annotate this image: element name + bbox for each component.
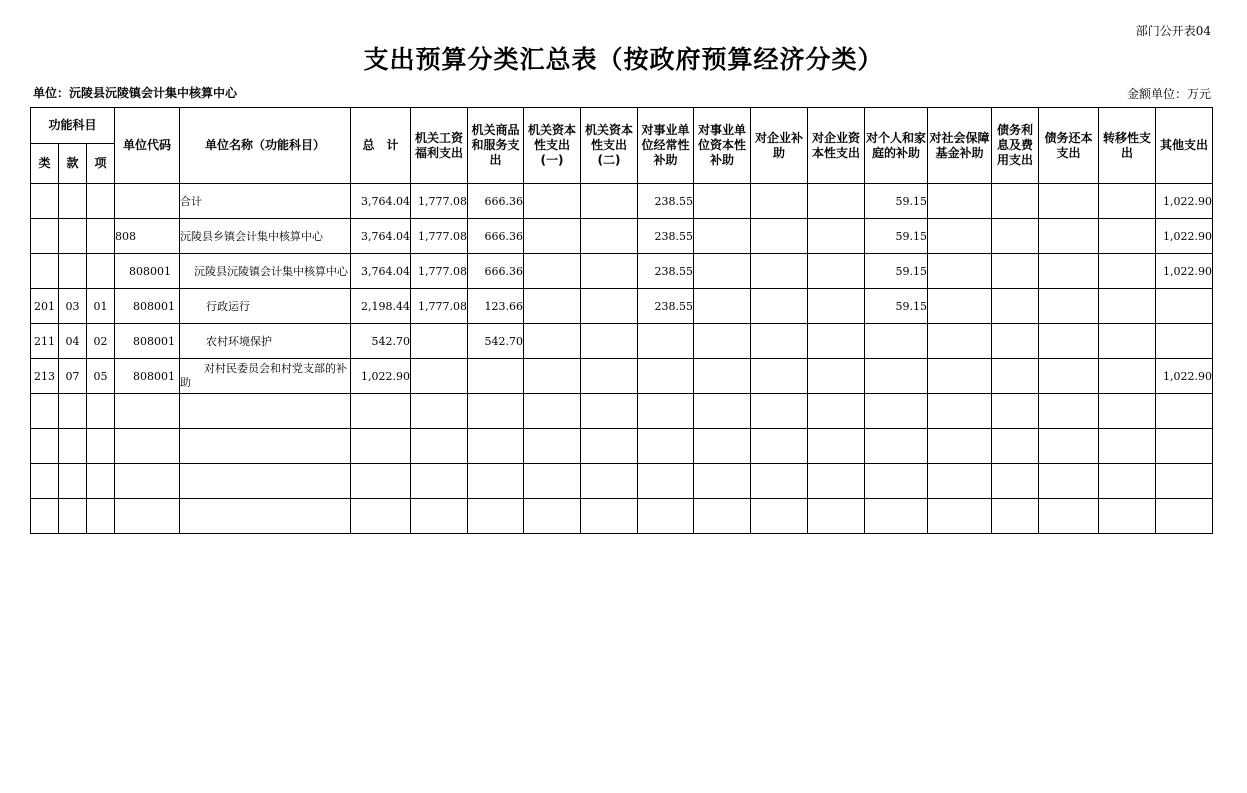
cell-c13 bbox=[1099, 219, 1156, 254]
cell-c13 bbox=[1099, 359, 1156, 394]
empty-cell bbox=[694, 464, 751, 499]
cell-xiang: 05 bbox=[87, 359, 115, 394]
cell-c9: 59.15 bbox=[865, 219, 928, 254]
empty-cell bbox=[808, 499, 865, 534]
cell-c12 bbox=[1039, 359, 1099, 394]
empty-cell bbox=[581, 464, 638, 499]
cell-c9: 59.15 bbox=[865, 254, 928, 289]
cell-lei: 201 bbox=[31, 289, 59, 324]
empty-cell bbox=[694, 429, 751, 464]
empty-cell bbox=[31, 464, 59, 499]
empty-cell bbox=[1156, 429, 1213, 464]
cell-c14 bbox=[1156, 289, 1213, 324]
cell-xiang: 02 bbox=[87, 324, 115, 359]
cell-c1: 1,777.08 bbox=[411, 289, 468, 324]
empty-cell bbox=[411, 464, 468, 499]
cell-c4 bbox=[581, 324, 638, 359]
cell-c2: 123.66 bbox=[468, 289, 524, 324]
cell-name: 合计 bbox=[180, 184, 351, 219]
empty-cell bbox=[865, 429, 928, 464]
cell-c2: 666.36 bbox=[468, 184, 524, 219]
empty-cell bbox=[115, 464, 180, 499]
cell-name-text: 对村民委员会和村党支部的补助 bbox=[180, 362, 348, 389]
cell-xiang: 01 bbox=[87, 289, 115, 324]
empty-cell bbox=[1099, 394, 1156, 429]
cell-code: 808001 bbox=[115, 289, 180, 324]
cell-c10 bbox=[928, 289, 992, 324]
cell-c2: 666.36 bbox=[468, 254, 524, 289]
empty-cell bbox=[694, 499, 751, 534]
cell-c4 bbox=[581, 219, 638, 254]
empty-cell bbox=[1099, 499, 1156, 534]
cell-c13 bbox=[1099, 184, 1156, 219]
header-xiang: 项 bbox=[87, 144, 115, 184]
header-household-subsidy: 对个人和家庭的补助 bbox=[865, 108, 928, 184]
cell-code bbox=[115, 184, 180, 219]
cell-c10 bbox=[928, 219, 992, 254]
empty-cell bbox=[638, 499, 694, 534]
cell-lei bbox=[31, 219, 59, 254]
empty-cell bbox=[992, 429, 1039, 464]
empty-cell bbox=[351, 429, 411, 464]
cell-c3 bbox=[524, 184, 581, 219]
cell-c13 bbox=[1099, 254, 1156, 289]
cell-c14: 1,022.90 bbox=[1156, 359, 1213, 394]
empty-cell bbox=[694, 394, 751, 429]
empty-cell bbox=[59, 464, 87, 499]
empty-row bbox=[31, 464, 1213, 499]
empty-cell bbox=[411, 499, 468, 534]
cell-c7 bbox=[751, 324, 808, 359]
empty-cell bbox=[928, 499, 992, 534]
empty-cell bbox=[87, 464, 115, 499]
cell-code: 808001 bbox=[115, 254, 180, 289]
cell-c3 bbox=[524, 219, 581, 254]
cell-lei: 213 bbox=[31, 359, 59, 394]
header-inst-capital: 对事业单位资本性补助 bbox=[694, 108, 751, 184]
empty-cell bbox=[180, 429, 351, 464]
cell-total: 3,764.04 bbox=[351, 219, 411, 254]
empty-cell bbox=[87, 394, 115, 429]
header-goods-services: 机关商品和服务支出 bbox=[468, 108, 524, 184]
cell-c11 bbox=[992, 289, 1039, 324]
empty-row bbox=[31, 394, 1213, 429]
empty-cell bbox=[928, 394, 992, 429]
cell-c6 bbox=[694, 324, 751, 359]
empty-cell bbox=[751, 499, 808, 534]
cell-c8 bbox=[808, 254, 865, 289]
empty-cell bbox=[524, 394, 581, 429]
cell-name: 农村环境保护 bbox=[180, 324, 351, 359]
empty-cell bbox=[115, 394, 180, 429]
cell-total: 542.70 bbox=[351, 324, 411, 359]
unit-label: 单位：沅陵县沅陵镇会计集中核算中心 bbox=[33, 86, 238, 100]
cell-c11 bbox=[992, 359, 1039, 394]
table-row bbox=[31, 184, 1213, 219]
empty-cell bbox=[808, 429, 865, 464]
cell-c3 bbox=[524, 289, 581, 324]
header-total: 总 计 bbox=[351, 108, 411, 184]
empty-cell bbox=[115, 499, 180, 534]
cell-c2: 666.36 bbox=[468, 219, 524, 254]
cell-c8 bbox=[808, 184, 865, 219]
cell-c12 bbox=[1039, 324, 1099, 359]
cell-c4 bbox=[581, 289, 638, 324]
cell-lei bbox=[31, 254, 59, 289]
cell-c11 bbox=[992, 324, 1039, 359]
cell-kuan bbox=[59, 254, 87, 289]
cell-c13 bbox=[1099, 289, 1156, 324]
empty-cell bbox=[865, 464, 928, 499]
empty-cell bbox=[1039, 394, 1099, 429]
cell-c14: 1,022.90 bbox=[1156, 254, 1213, 289]
header-debt-interest: 债务利息及费用支出 bbox=[992, 108, 1039, 184]
cell-c8 bbox=[808, 324, 865, 359]
header-enterprise-capital: 对企业资本性支出 bbox=[808, 108, 865, 184]
empty-cell bbox=[468, 394, 524, 429]
table-row bbox=[31, 219, 1213, 254]
cell-c6 bbox=[694, 359, 751, 394]
cell-kuan bbox=[59, 184, 87, 219]
empty-row bbox=[31, 429, 1213, 464]
cell-c9 bbox=[865, 324, 928, 359]
empty-cell bbox=[115, 429, 180, 464]
table-row bbox=[31, 254, 1213, 289]
empty-cell bbox=[1156, 499, 1213, 534]
empty-cell bbox=[524, 499, 581, 534]
empty-cell bbox=[1039, 429, 1099, 464]
empty-cell bbox=[865, 394, 928, 429]
cell-code: 808 bbox=[115, 219, 180, 254]
cell-c7 bbox=[751, 219, 808, 254]
cell-total: 3,764.04 bbox=[351, 184, 411, 219]
empty-cell bbox=[468, 464, 524, 499]
cell-xiang bbox=[87, 219, 115, 254]
cell-c9: 59.15 bbox=[865, 289, 928, 324]
empty-cell bbox=[1156, 464, 1213, 499]
header-kuan: 款 bbox=[59, 144, 87, 184]
cell-c4 bbox=[581, 254, 638, 289]
empty-cell bbox=[411, 394, 468, 429]
cell-code: 808001 bbox=[115, 324, 180, 359]
cell-c8 bbox=[808, 359, 865, 394]
cell-c11 bbox=[992, 184, 1039, 219]
cell-c5: 238.55 bbox=[638, 254, 694, 289]
empty-cell bbox=[751, 394, 808, 429]
cell-kuan: 03 bbox=[59, 289, 87, 324]
cell-c12 bbox=[1039, 184, 1099, 219]
cell-kuan: 04 bbox=[59, 324, 87, 359]
cell-c1 bbox=[411, 359, 468, 394]
form-number: 部门公开表04 bbox=[1135, 24, 1211, 38]
empty-cell bbox=[351, 394, 411, 429]
cell-xiang bbox=[87, 184, 115, 219]
cell-c12 bbox=[1039, 219, 1099, 254]
cell-c11 bbox=[992, 219, 1039, 254]
cell-c5 bbox=[638, 324, 694, 359]
empty-cell bbox=[411, 429, 468, 464]
cell-c10 bbox=[928, 184, 992, 219]
header-lei: 类 bbox=[31, 144, 59, 184]
empty-cell bbox=[638, 429, 694, 464]
cell-c8 bbox=[808, 219, 865, 254]
header-capital-2: 机关资本性支出(二) bbox=[581, 108, 638, 184]
cell-kuan bbox=[59, 219, 87, 254]
empty-cell bbox=[468, 499, 524, 534]
cell-lei bbox=[31, 184, 59, 219]
cell-c5: 238.55 bbox=[638, 219, 694, 254]
empty-cell bbox=[87, 429, 115, 464]
empty-cell bbox=[638, 464, 694, 499]
cell-c10 bbox=[928, 359, 992, 394]
cell-c3 bbox=[524, 359, 581, 394]
cell-c12 bbox=[1039, 289, 1099, 324]
empty-cell bbox=[1156, 394, 1213, 429]
cell-c6 bbox=[694, 289, 751, 324]
cell-c2: 542.70 bbox=[468, 324, 524, 359]
empty-cell bbox=[87, 499, 115, 534]
cell-c1 bbox=[411, 324, 468, 359]
header-transfer: 转移性支出 bbox=[1099, 108, 1156, 184]
cell-c6 bbox=[694, 254, 751, 289]
page-title: 支出预算分类汇总表（按政府预算经济分类） bbox=[363, 45, 884, 74]
empty-cell bbox=[1039, 499, 1099, 534]
cell-c10 bbox=[928, 324, 992, 359]
cell-name bbox=[180, 359, 351, 394]
cell-c1: 1,777.08 bbox=[411, 219, 468, 254]
empty-cell bbox=[31, 499, 59, 534]
cell-name: 沅陵县沅陵镇会计集中核算中心 bbox=[180, 254, 351, 289]
table-row bbox=[31, 289, 1213, 324]
cell-name: 沅陵县乡镇会计集中核算中心 bbox=[180, 219, 351, 254]
cell-c12 bbox=[1039, 254, 1099, 289]
empty-cell bbox=[180, 464, 351, 499]
empty-cell bbox=[180, 394, 351, 429]
empty-cell bbox=[928, 464, 992, 499]
cell-c11 bbox=[992, 254, 1039, 289]
cell-name: 行政运行 bbox=[180, 289, 351, 324]
empty-cell bbox=[808, 464, 865, 499]
empty-cell bbox=[351, 464, 411, 499]
cell-c4 bbox=[581, 359, 638, 394]
cell-c1: 1,777.08 bbox=[411, 184, 468, 219]
cell-lei: 211 bbox=[31, 324, 59, 359]
empty-cell bbox=[581, 429, 638, 464]
empty-cell bbox=[992, 464, 1039, 499]
budget-table bbox=[30, 107, 1213, 534]
empty-row bbox=[31, 499, 1213, 534]
empty-cell bbox=[468, 429, 524, 464]
cell-c2 bbox=[468, 359, 524, 394]
empty-cell bbox=[1099, 464, 1156, 499]
empty-cell bbox=[751, 464, 808, 499]
cell-c14 bbox=[1156, 324, 1213, 359]
cell-kuan: 07 bbox=[59, 359, 87, 394]
header-personnel: 机关工资福利支出 bbox=[411, 108, 468, 184]
cell-c10 bbox=[928, 254, 992, 289]
cell-c9 bbox=[865, 359, 928, 394]
cell-total: 1,022.90 bbox=[351, 359, 411, 394]
header-unit-name: 单位名称（功能科目） bbox=[180, 108, 351, 184]
header-social-security: 对社会保障基金补助 bbox=[928, 108, 992, 184]
cell-c7 bbox=[751, 289, 808, 324]
header-debt-principal: 债务还本支出 bbox=[1039, 108, 1099, 184]
empty-cell bbox=[808, 394, 865, 429]
cell-c5 bbox=[638, 359, 694, 394]
cell-c7 bbox=[751, 359, 808, 394]
cell-c5: 238.55 bbox=[638, 184, 694, 219]
cell-c14: 1,022.90 bbox=[1156, 184, 1213, 219]
empty-cell bbox=[751, 429, 808, 464]
cell-c3 bbox=[524, 324, 581, 359]
cell-c9: 59.15 bbox=[865, 184, 928, 219]
cell-xiang bbox=[87, 254, 115, 289]
cell-c14: 1,022.90 bbox=[1156, 219, 1213, 254]
header-other: 其他支出 bbox=[1156, 108, 1213, 184]
cell-code: 808001 bbox=[115, 359, 180, 394]
empty-cell bbox=[31, 394, 59, 429]
cell-c8 bbox=[808, 289, 865, 324]
table-row bbox=[31, 359, 1213, 394]
cell-c7 bbox=[751, 184, 808, 219]
cell-c6 bbox=[694, 219, 751, 254]
cell-c7 bbox=[751, 254, 808, 289]
empty-cell bbox=[928, 429, 992, 464]
empty-cell bbox=[581, 394, 638, 429]
cell-c5: 238.55 bbox=[638, 289, 694, 324]
currency-label: 金额单位：万元 bbox=[1126, 87, 1211, 101]
empty-cell bbox=[351, 499, 411, 534]
cell-c13 bbox=[1099, 324, 1156, 359]
empty-cell bbox=[1039, 464, 1099, 499]
empty-cell bbox=[638, 394, 694, 429]
cell-c4 bbox=[581, 184, 638, 219]
empty-cell bbox=[59, 394, 87, 429]
empty-cell bbox=[992, 394, 1039, 429]
empty-cell bbox=[524, 429, 581, 464]
empty-cell bbox=[581, 499, 638, 534]
empty-cell bbox=[865, 499, 928, 534]
empty-cell bbox=[180, 499, 351, 534]
empty-cell bbox=[992, 499, 1039, 534]
table-row bbox=[31, 324, 1213, 359]
header-unit-code: 单位代码 bbox=[115, 108, 180, 184]
cell-total: 3,764.04 bbox=[351, 254, 411, 289]
empty-cell bbox=[524, 464, 581, 499]
cell-c3 bbox=[524, 254, 581, 289]
header-inst-recurrent: 对事业单位经常性补助 bbox=[638, 108, 694, 184]
cell-c1: 1,777.08 bbox=[411, 254, 468, 289]
header-enterprise-subsidy: 对企业补助 bbox=[751, 108, 808, 184]
empty-cell bbox=[31, 429, 59, 464]
header-capital-1: 机关资本性支出(一) bbox=[524, 108, 581, 184]
empty-cell bbox=[59, 429, 87, 464]
cell-c6 bbox=[694, 184, 751, 219]
empty-cell bbox=[1099, 429, 1156, 464]
cell-total: 2,198.44 bbox=[351, 289, 411, 324]
header-func-group: 功能科目 bbox=[31, 108, 115, 144]
empty-cell bbox=[59, 499, 87, 534]
